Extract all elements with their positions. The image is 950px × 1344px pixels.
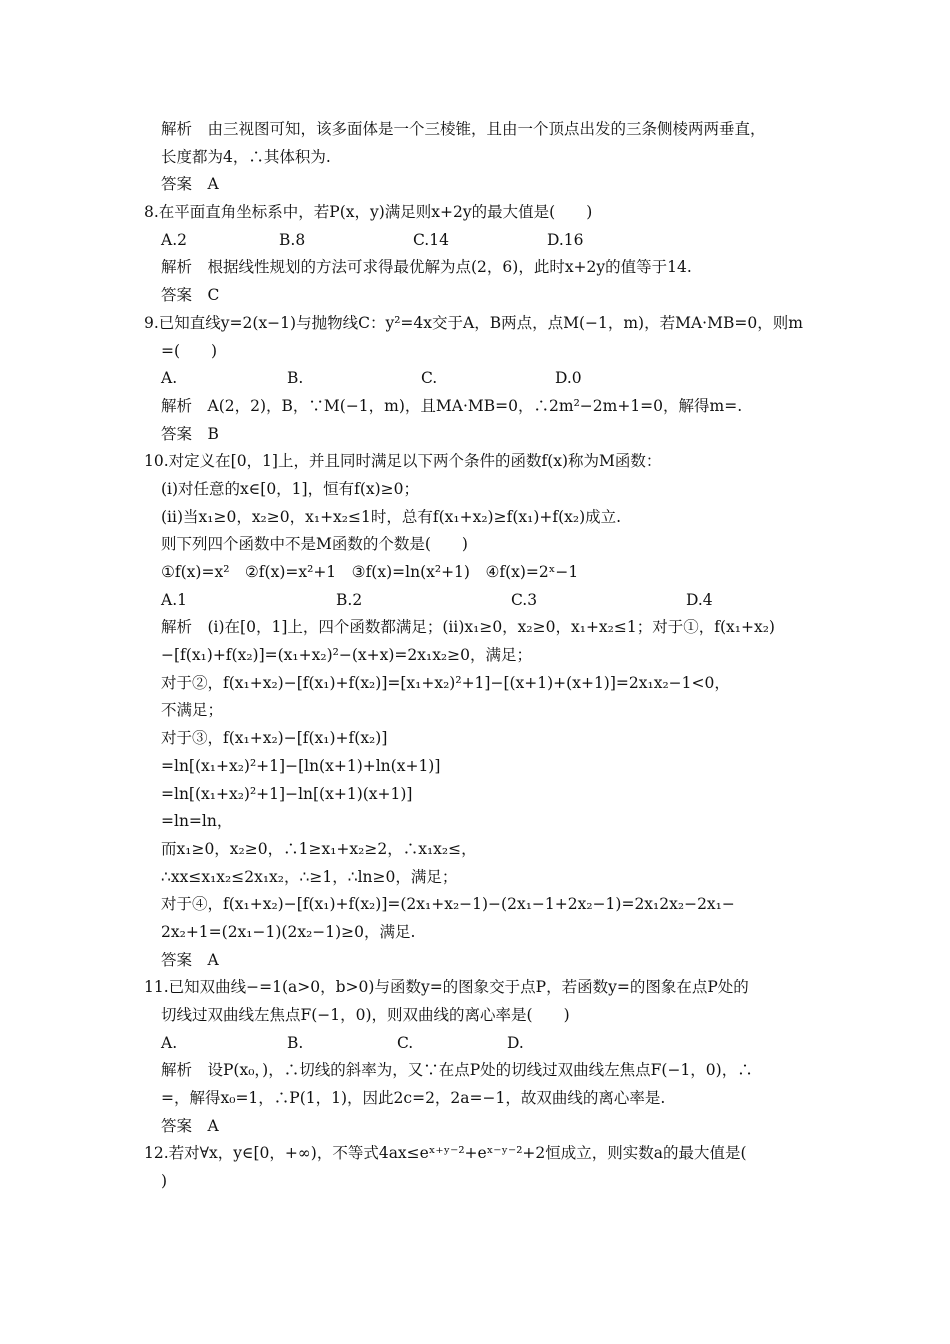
- question-12-cont: ): [161, 1172, 168, 1191]
- option-a: A.: [161, 1033, 178, 1052]
- option-c: C.3: [511, 590, 538, 609]
- question-10: 10.对定义在[0，1]上，并且同时满足以下两个条件的函数f(x)称为M函数：: [144, 452, 662, 471]
- solution-text: −[f(x₁)+f(x₂)]=(x₁+x₂)²−(x+x)=2x₁x₂≥0，满足；: [161, 646, 532, 665]
- solution-text: ∴xx≤x₁x₂≤2x₁x₂，∴≥1，∴ln≥0，满足；: [161, 867, 458, 886]
- condition-2: (ⅱ)当x₁≥0，x₂≥0，x₁+x₂≤1时，总有f(x₁+x₂)≥f(x₁)+f(x₂)成立.: [161, 507, 622, 526]
- option-b: B.: [287, 1033, 304, 1052]
- option-b: B.8: [279, 230, 306, 249]
- solution-text: 2x₂+1=(2x₁−1)(2x₂−1)≥0，满足.: [161, 922, 416, 941]
- option-d: D.4: [686, 590, 713, 609]
- solution-text: =ln[(x₁+x₂)²+1]−ln[(x+1)(x+1)]: [161, 784, 413, 803]
- option-c: C.: [397, 1033, 414, 1052]
- option-c: C.: [421, 369, 438, 388]
- question-12: 12.若对∀x，y∈[0，+∞)，不等式4ax≤eˣ⁺ʸ⁻²+eˣ⁻ʸ⁻²+2恒成立，则实数a的最大值是(: [144, 1144, 747, 1163]
- solution-text: =ln=ln，: [161, 812, 233, 831]
- options-10: [144, 587, 824, 615]
- option-d: D.0: [555, 369, 582, 388]
- solution-text: 长度都为4，∴其体积为.: [161, 147, 331, 166]
- answer-line: 答案 A: [161, 950, 219, 969]
- option-c: C.14: [413, 230, 449, 249]
- solution-text: 解析 设P(x₀，)，∴切线的斜率为，又∵在点P处的切线过双曲线左焦点F(−1，0)，∴: [161, 1061, 753, 1080]
- answer-line: 答案 C: [161, 286, 220, 305]
- question-9-cont: =( ): [161, 341, 218, 360]
- option-b: B.2: [336, 590, 363, 609]
- option-a: A.2: [161, 230, 187, 249]
- solution-text: 解析 根据线性规划的方法可求得最优解为点(2，6)，此时x+2y的值等于14.: [161, 258, 692, 277]
- solution-text: 不满足；: [161, 701, 224, 720]
- solution-text: 解析 A(2，2)，B，∵M(−1，m)，且MA·MB=0，∴2m²−2m+1=0，解得m=.: [161, 396, 743, 415]
- solution-text: 对于②，f(x₁+x₂)−[f(x₁)+f(x₂)]=[x₁+x₂)²+1]−[(x+1)+(x+1)]=2x₁x₂−1<0，: [161, 673, 730, 692]
- condition-1: (ⅰ)对任意的x∈[0，1]，恒有f(x)≥0；: [161, 479, 420, 498]
- answer-line: 答案 A: [161, 1116, 219, 1135]
- options-11: [144, 1030, 824, 1058]
- question-9: 9.已知直线y=2(x−1)与抛物线C：y²=4x交于A，B两点，点M(−1，m)，若MA·MB=0，则m: [144, 313, 803, 332]
- solution-text: 对于③，f(x₁+x₂)−[f(x₁)+f(x₂)]: [161, 729, 388, 748]
- options-9: [144, 365, 824, 393]
- option-d: D.16: [547, 230, 584, 249]
- solution-text: 解析 (ⅰ)在[0，1]上，四个函数都满足；(ⅱ)x₁≥0，x₂≥0，x₁+x₂≤1；对于①，f(x₁+x₂): [161, 618, 775, 637]
- question-8: 8.在平面直角坐标系中，若P(x，y)满足则x+2y的最大值是( ): [144, 203, 593, 222]
- answer-line: 答案 A: [161, 175, 219, 194]
- solution-text: =ln[(x₁+x₂)²+1]−[ln(x+1)+ln(x+1)]: [161, 756, 441, 775]
- question-10-prompt: 则下列四个函数中不是M函数的个数是( ): [161, 535, 468, 554]
- solution-text: 而x₁≥0，x₂≥0，∴1≥x₁+x₂≥2，∴x₁x₂≤，: [161, 839, 477, 858]
- option-a: A.: [161, 369, 178, 388]
- document-body: [144, 116, 824, 1196]
- solution-text: 解析 由三视图可知，该多面体是一个三棱锥，且由一个顶点出发的三条侧棱两两垂直，: [161, 120, 766, 138]
- solution-text: =，解得x₀=1，∴P(1，1)，因此2c=2，2a=−1，故双曲线的离心率是.: [161, 1089, 666, 1108]
- option-a: A.1: [161, 590, 187, 609]
- answer-line: 答案 B: [161, 424, 219, 443]
- options-8: [144, 227, 824, 255]
- question-11-cont: 切线过双曲线左焦点F(−1，0)，则双曲线的离心率是( ): [161, 1006, 570, 1024]
- solution-text: 对于④，f(x₁+x₂)−[f(x₁)+f(x₂)]=(2x₁+x₂−1)−(2x₁−1+2x₂−1)=2x₁2x₂−2x₁−: [161, 895, 735, 914]
- function-list: ①f(x)=x² ②f(x)=x²+1 ③f(x)=ln(x²+1) ④f(x)=2ˣ−1: [161, 563, 579, 581]
- option-d: D.: [507, 1033, 524, 1052]
- option-b: B.: [287, 369, 304, 388]
- question-11: 11.已知双曲线−=1(a>0，b>0)与函数y=的图象交于点P，若函数y=的图象在点P处的: [144, 978, 749, 997]
